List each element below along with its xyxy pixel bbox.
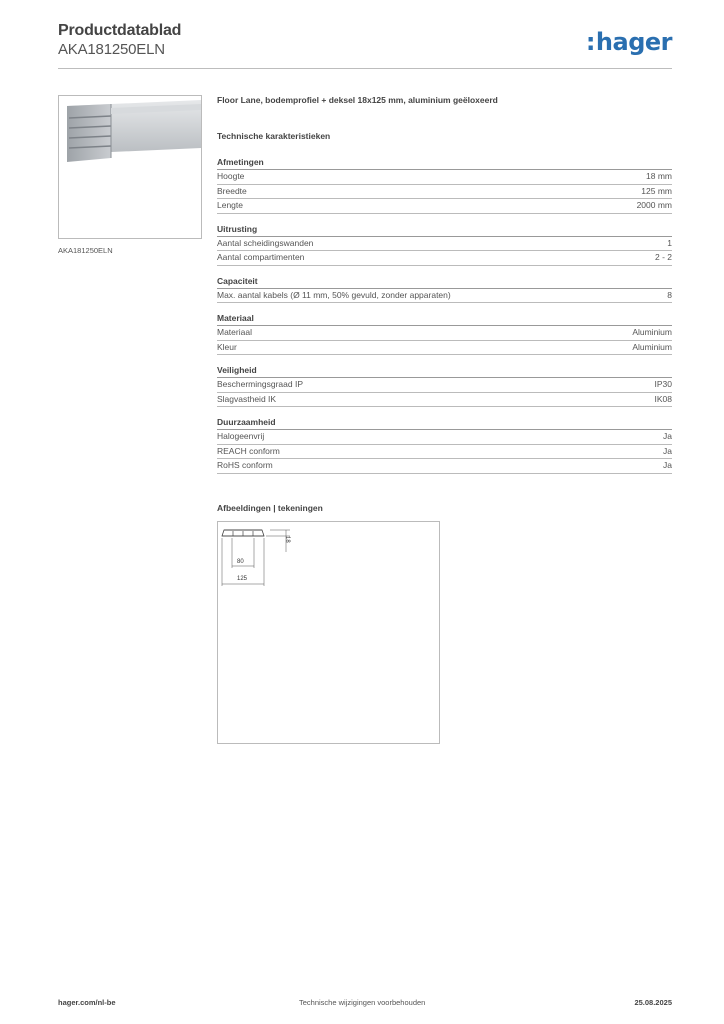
section-title: Duurzaamheid — [217, 416, 672, 430]
section-equipment — [217, 223, 672, 266]
tech-title: Technische karakteristieken — [217, 131, 331, 141]
spec-label: Breedte — [217, 185, 247, 196]
section-material — [217, 312, 672, 355]
spec-label: RoHS conform — [217, 460, 273, 470]
spec-value: 125 mm — [641, 185, 672, 196]
document-title: Productdatablad — [58, 22, 182, 39]
spec-row — [217, 199, 672, 214]
section-title: Materiaal — [217, 312, 672, 326]
spec-value: IP30 — [654, 379, 672, 389]
footer-notice: Technische wijzigingen voorbehouden — [299, 998, 426, 1007]
section-capacity — [217, 275, 672, 304]
spec-value: 2000 mm — [636, 200, 672, 210]
spec-content — [217, 95, 672, 474]
spec-row — [217, 237, 672, 252]
section-title: Afmetingen — [217, 156, 672, 170]
spec-label: REACH conform — [217, 445, 280, 456]
spec-value: 1 — [667, 237, 672, 248]
spec-value: Ja — [663, 460, 672, 470]
spec-label: Max. aantal kabels (Ø 11 mm, 50% gevuld, zonder apparaten) — [217, 289, 451, 300]
footer-date: 25.08.2025 — [634, 998, 672, 1007]
logo-text: hager — [595, 28, 672, 56]
spec-row — [217, 341, 672, 356]
section-title: Veiligheid — [217, 364, 672, 378]
spec-value: Ja — [663, 431, 672, 441]
spec-row — [217, 393, 672, 408]
spec-label: Beschermingsgraad IP — [217, 379, 303, 389]
spec-label: Halogeenvrij — [217, 431, 265, 441]
product-description: Floor Lane, bodemprofiel + deksel 18x125 mm, aluminium geëloxeerd — [217, 95, 498, 105]
spec-label: Hoogte — [217, 171, 245, 181]
section-safety — [217, 364, 672, 407]
footer-website: hager.com/nl-be — [58, 998, 116, 1007]
spec-row — [217, 170, 672, 185]
spec-label: Kleur — [217, 341, 237, 352]
spec-row — [217, 251, 672, 266]
dim-inner-label: 80 — [237, 559, 244, 565]
spec-row — [217, 185, 672, 200]
spec-value: 2 - 2 — [654, 252, 672, 262]
spec-row — [217, 378, 672, 393]
dim-width-label: 125 — [237, 576, 248, 582]
product-code: AKA181250ELN — [58, 41, 165, 58]
section-sustainability — [217, 416, 672, 474]
spec-value: Ja — [663, 445, 672, 456]
technical-drawing — [217, 521, 440, 744]
spec-label: Slagvastheid IK — [217, 393, 277, 404]
spec-label: Lengte — [217, 200, 243, 210]
images-title: Afbeeldingen | tekeningen — [217, 503, 323, 513]
spec-label: Aantal scheidingswanden — [217, 237, 314, 248]
spec-row — [217, 430, 672, 445]
section-title: Capaciteit — [217, 275, 672, 289]
spec-row — [217, 326, 672, 341]
header-divider — [58, 68, 672, 69]
product-image-caption: AKA181250ELN — [58, 246, 113, 255]
spec-value: 8 — [667, 289, 672, 300]
spec-row — [217, 289, 672, 304]
spec-value: IK08 — [654, 393, 672, 404]
spec-value: 18 mm — [646, 171, 672, 181]
section-dimensions — [217, 156, 672, 214]
dim-height-label: 18 — [284, 536, 290, 543]
product-photo-illustration — [59, 96, 201, 238]
spec-label: Materiaal — [217, 327, 252, 337]
spec-value: Aluminium — [632, 341, 672, 352]
dimension-drawing — [218, 522, 439, 743]
hager-logo: :hager — [585, 28, 672, 56]
product-image — [58, 95, 202, 239]
section-title: Uitrusting — [217, 223, 672, 237]
spec-label: Aantal compartimenten — [217, 252, 305, 262]
spec-row — [217, 459, 672, 474]
page-header — [58, 22, 672, 68]
spec-value: Aluminium — [632, 327, 672, 337]
spec-row — [217, 445, 672, 460]
